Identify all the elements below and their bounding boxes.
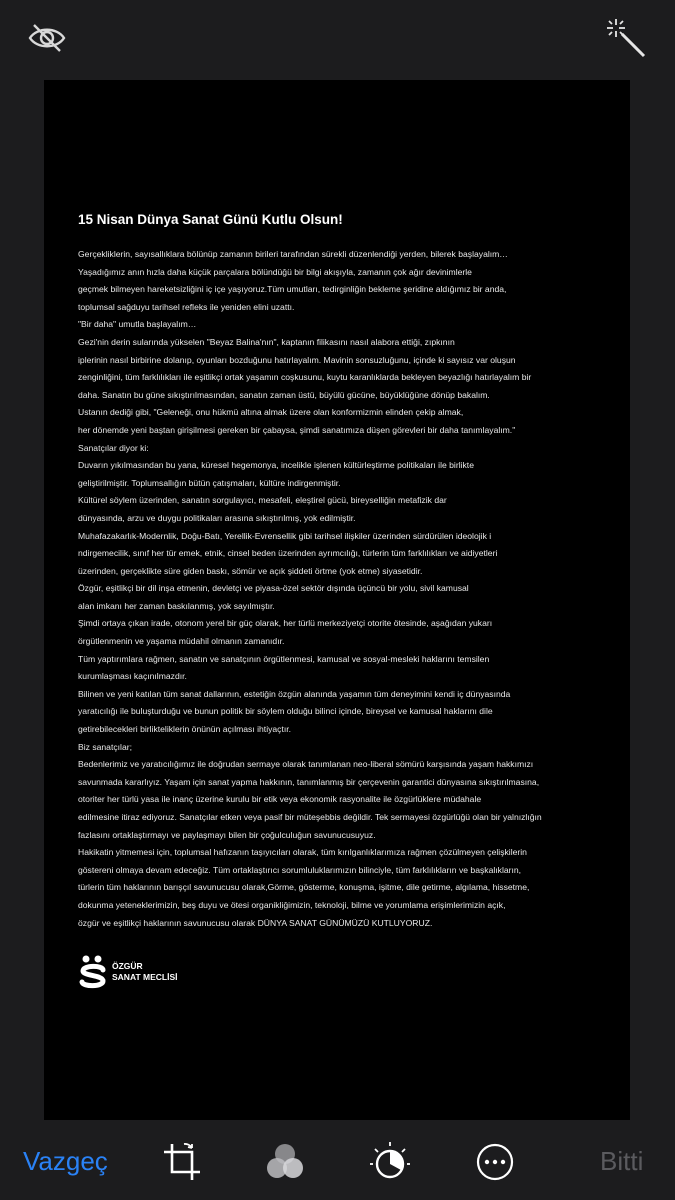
document-line: Bilinen ve yeni katılan tüm sanat dallarının, estetiğin özgün alanında yaşamın tüm deneyimini kendi iç dünyasında: [78, 688, 511, 699]
document-line: türlerin tüm haklarının barışçıl savunucusu olarak,Görme, gösterme, konuşma, işitme, dile getirme, algılama, hissetme,: [78, 882, 530, 893]
document-line: ndirgemecilik, sınıf her tür emek, etnik, cinsel beden üzerinden ayrımcılığı, türlerin tüm farklılıkları ve aidiyetleri: [78, 548, 498, 559]
magic-wand-icon[interactable]: [602, 14, 650, 62]
logo-mark-icon: [77, 954, 109, 990]
document-line: örgütlenmenin ve yaşama müdahil olmanın zamanıdır.: [78, 636, 285, 647]
document-line: Gezi'nin derin sularında yükselen "Beyaz Balina'nın", kaptanın filikasını nasıl alabora ettiği, zıpkının: [78, 336, 455, 347]
document-line: Yaşadığımız anın hızla daha küçük parçalara bölündüğü bir bilgi akışıyla, zamanın çok ağır devinimlerle: [78, 266, 472, 277]
top-toolbar: [0, 0, 675, 80]
adjust-dial-icon[interactable]: [368, 1140, 412, 1184]
document-line: Muhafazakarlık-Modernlik, Doğu-Batı, Yerellik-Evrensellik gibi tarihsel ilişkiler üzerinden sürdürülen ideolojik i: [78, 530, 492, 541]
document-line: dünyasında, arzu ve duygu politikaları arasına sıkıştırılmış, yok edilmiştir.: [78, 512, 356, 523]
cancel-button[interactable]: Vazgeç: [23, 1146, 108, 1176]
crop-rotate-icon[interactable]: [160, 1140, 204, 1184]
document-line: alan imkanı her zaman baskılanmış, yok sayılmıştır.: [78, 600, 275, 611]
eye-slash-icon[interactable]: [24, 18, 70, 58]
document-line: Duvarın yıkılmasından bu yana, küresel hegemonya, incelikle işlenen kültürleştirme politikaları ile birlikte: [78, 460, 474, 471]
photo-canvas: [44, 80, 630, 1120]
document-title: 15 Nisan Dünya Sanat Günü Kutlu Olsun!: [78, 212, 343, 227]
logo-line-2: SANAT MECLİSİ: [112, 972, 178, 982]
more-options-icon[interactable]: [473, 1140, 517, 1184]
document-line: zenginliğini, tüm farklılıkları ile eşitlikçi ortak yaşamın coşkusunu, kuytu karanlıklarda bekleyen beyazlığı hatırlayalım bir: [78, 372, 532, 383]
document-line: her dönemde yeni baştan girişilmesi gereken bir çabaysa, şimdi sanatımıza düşen görevleri bir daha tanımlayalım.": [78, 424, 516, 435]
document-line: Sanatçılar diyor ki:: [78, 442, 149, 453]
document-line: Gerçekliklerin, sayısallıklara bölünüp zamanın birileri tarafından sürekli düzenlendiği yerden, bilerek başlayalım…: [78, 249, 508, 259]
filters-icon[interactable]: [263, 1140, 307, 1184]
done-button[interactable]: Bitti: [600, 1146, 644, 1176]
document-line: geliştirilmiştir. Toplumsallığın bütün çatışmaları, kültüre indirgenmiştir.: [78, 477, 341, 488]
document-line: Biz sanatçılar;: [78, 741, 132, 752]
document-line: Ustanın dediği gibi, "Geleneği, onu hükmü altına almak üzere olan konformizmin elinden çekip almak,: [78, 407, 464, 418]
document-line: Özgür, eşitlikçi bir dil inşa etmenin, devletçi ve piyasa-özel sektör dışında üçüncü bir yolu, sivil kamusal: [78, 583, 469, 594]
document-line: otoriter her türlü yasa ile inanç üzerine kurulu bir etik veya ekonomik rasyonalite ile özgürlüklere müdahale: [78, 794, 482, 805]
document-line: "Bir daha" umutla başlayalım…: [78, 319, 197, 330]
logo-line-1: ÖZGÜR: [112, 961, 143, 971]
document-line: Hakikatin yitmemesi için, toplumsal hafızanın taşıyıcıları olarak, tüm kırılganlıklarımıza rağmen çözülmeyen çelişkilerin: [78, 847, 527, 858]
document-line: Tüm yaptırımlara rağmen, sanatın ve sanatçının örgütlenmesi, kamusal ve sosyal-mesleki haklarını temsilen: [78, 653, 490, 664]
document-line: özgür ve eşitlikçi haklarının savunucusu olarak DÜNYA SANAT GÜNÜMÜZÜ KUTLUYORUZ.: [78, 917, 433, 928]
document-body: [78, 246, 623, 932]
document-line: Bedenlerimiz ve yaratıcılığımız ile doğrudan sermaye olarak tanımlanan neo-liberal sömürü karşısında yaşam hakkımızı: [78, 759, 534, 770]
document-line: savunmada kararlıyız. Yaşam için sanat yapma hakkının, tanımlanmış bir çerçevenin garantici dünyasına sıkıştırılmasına,: [78, 776, 540, 787]
document-line: göstereni olmaya devam edeceğiz. Tüm ortaklaştırıcı sorumluluklarımızın bilinciyle, tüm farklılıkların ve başkalıkların,: [78, 864, 522, 875]
document-line: Şimdi ortaya çıkan irade, otonom yerel bir güç olarak, her türlü merkeziyetçi otorite ötesinde, aşağıdan yukarı: [78, 618, 493, 629]
document-line: iplerinin nasıl birbirine dolanıp, oyunları bozduğunu hatırlayalım. Mavinin sonsuzluğunu, içinde ki sayısız var oluşun: [78, 354, 516, 365]
ozgur-sanat-meclisi-logo: [77, 954, 177, 990]
document-line: yaratıcılığı ile buluşturduğu ve bunun politik bir söylem olduğu bilinci içinde, bireysel ve kamusal haklarını dile: [78, 706, 493, 717]
document-line: kurumlaşması kaçınılmazdır.: [78, 671, 187, 682]
document-line: getirebilecekleri birlikteliklerin önünün açılması ihtiyaçtır.: [78, 724, 292, 735]
document-line: daha. Sanatın bu güne sıkıştırılmasından, sanatın zaman üstü, büyülü gücüne, büyüklüğüne dönüp bakalım.: [78, 389, 490, 400]
document-line: dokunma yeteneklerimizin, beş duyu ve ötesi organikliğimizin, teknoloji, bilme ve yorumlama erişimlerimizin açık,: [78, 899, 506, 910]
document-line: edilmesine itiraz ediyoruz. Sanatçılar etken veya pasif bir müteşebbis değildir. Tek sermayesi özgürlüğü olan bir yalnızlığın: [78, 812, 542, 822]
document-line: geçmek bilmeyen hareketsizliğini iç içe yaşıyoruz.Tüm umutları, tedirginliğin bekleme şeridine aldığımız bir anda,: [78, 284, 507, 295]
document-line: üzerinden, gerçeklikte süre giden baskı, sömür ve açık şiddeti örtme (yok etme) siyasetidir.: [78, 565, 423, 576]
document-line: fazlasını ortaklaştırmayı ve paylaşmayı bilen bir çoğulculuğun savunucusuyuz.: [78, 829, 376, 840]
document-line: toplumsal sağduyu tarihsel refleks ile yeniden elini uzattı.: [78, 301, 295, 312]
document-line: Kültürel söylem üzerinden, sanatın sorgulayıcı, mesafeli, eleştirel gücü, bireyselliğin metafizik dar: [78, 495, 447, 506]
